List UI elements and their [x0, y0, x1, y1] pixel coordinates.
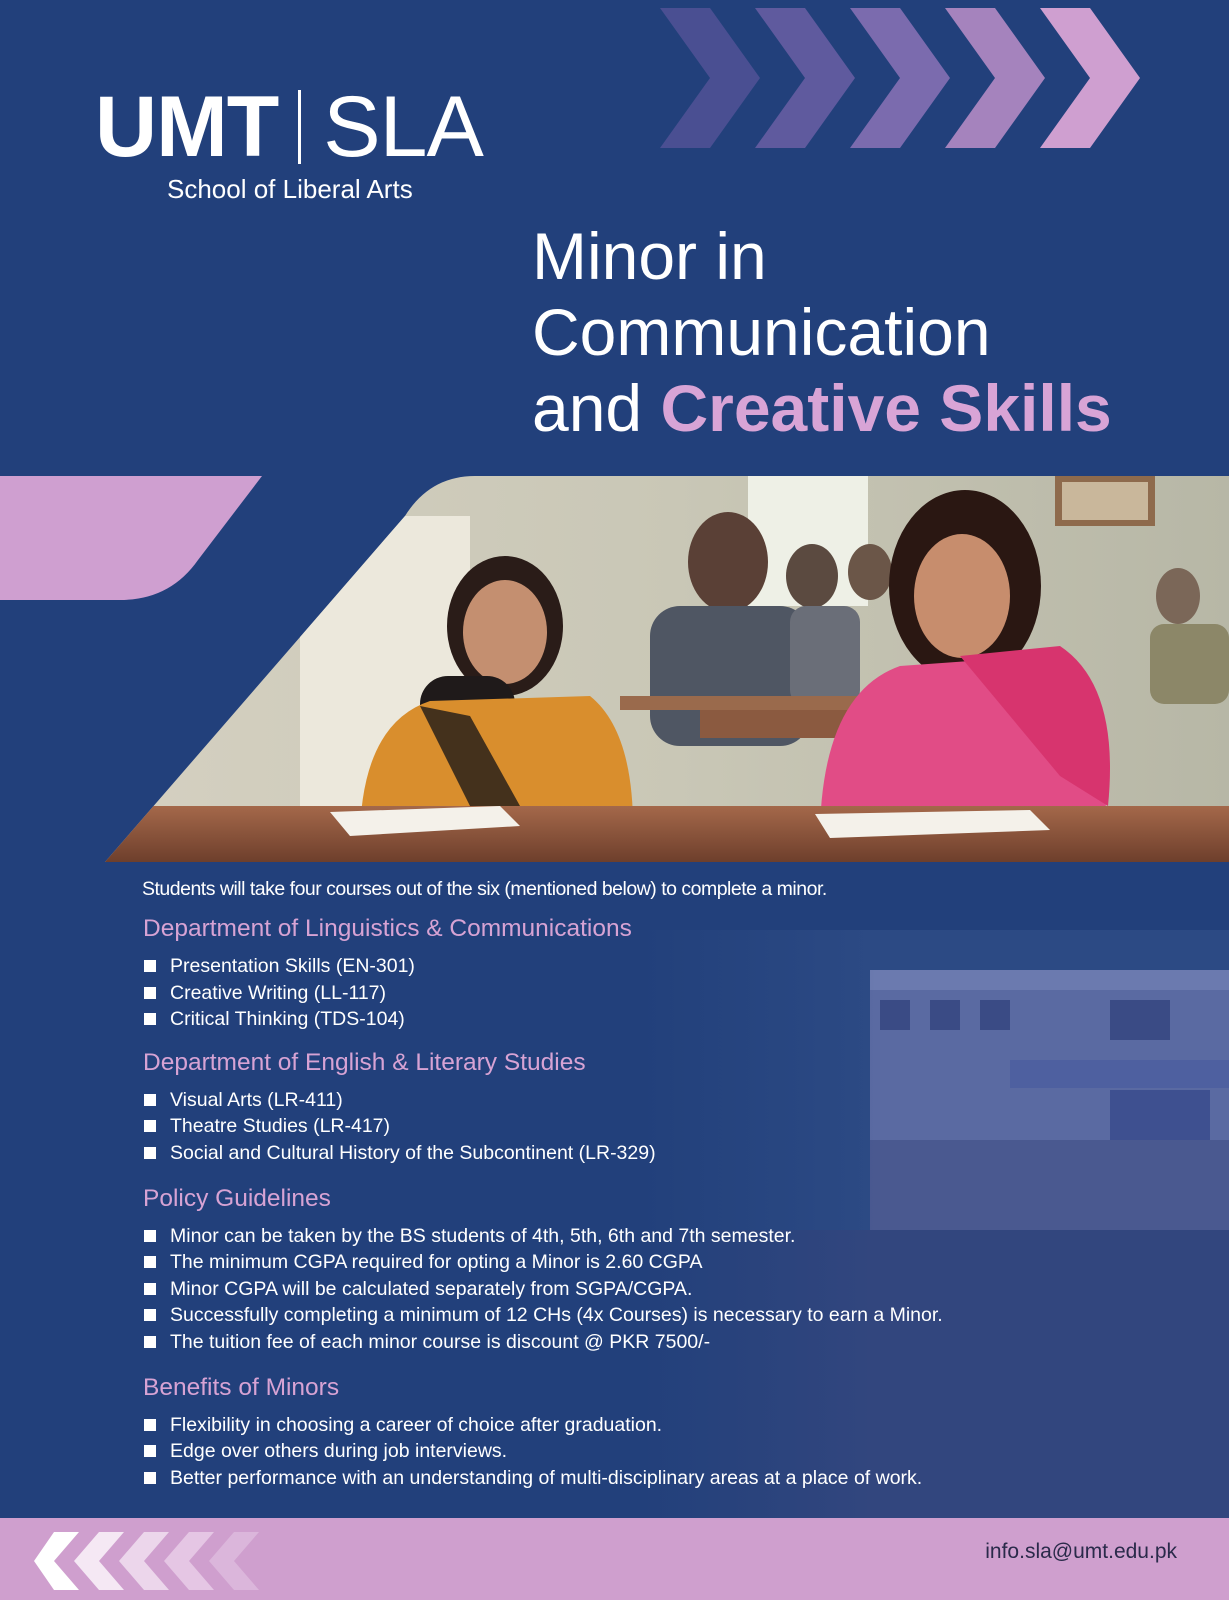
footer-bar [0, 1518, 1229, 1600]
benefits-list [140, 1412, 1200, 1492]
list-item: Presentation Skills (EN-301) [140, 953, 1200, 980]
title-line-1: Minor in [532, 219, 767, 293]
list-item: Minor can be taken by the BS students of 4th, 5th, 6th and 7th semester. [140, 1223, 1200, 1250]
classroom-photo [0, 476, 1229, 862]
content-area [140, 878, 1200, 1503]
list-item: Edge over others during job interviews. [140, 1438, 1200, 1465]
list-item: Critical Thinking (TDS-104) [140, 1006, 1200, 1033]
chevron-5 [1040, 8, 1140, 148]
logo-umt: UMT [95, 79, 279, 175]
chevron-1 [660, 8, 760, 148]
chevron-2 [755, 8, 855, 148]
section-heading: Policy Guidelines [143, 1184, 331, 1212]
section-heading: Department of Linguistics & Communications [143, 915, 632, 942]
section-heading: Benefits of Minors [143, 1373, 340, 1401]
logo-subtitle: School of Liberal Arts [167, 174, 413, 204]
list-item: Flexibility in choosing a career of choice after graduation. [140, 1412, 1200, 1439]
page-title [532, 218, 1192, 446]
list-item: Successfully completing a minimum of 12 CHs (4x Courses) is necessary to earn a Minor. [140, 1302, 1200, 1329]
course-list [140, 1087, 1200, 1167]
course-list [140, 953, 1200, 1033]
title-line-3-plain: and [532, 371, 661, 445]
logo-sla: SLA [323, 79, 483, 175]
list-item: Better performance with an understanding of multi-disciplinary areas at a place of work. [140, 1465, 1200, 1492]
chevron-arrows-decoration [660, 8, 1160, 148]
contact-email-link[interactable]: info.sla@umt.edu.pk [985, 1540, 1177, 1563]
list-item: Visual Arts (LR-411) [140, 1087, 1200, 1114]
intro-text: Students will take four courses out of the six (mentioned below) to complete a minor. [142, 878, 827, 900]
section-linguistics [140, 915, 1200, 1033]
chevron-3 [850, 8, 950, 148]
logo-wordmark [95, 79, 483, 175]
title-line-3-accent: Creative Skills [660, 371, 1112, 445]
section-benefits [140, 1374, 1200, 1492]
section-heading: Department of English & Literary Studies [143, 1048, 586, 1076]
list-item: Social and Cultural History of the Subcontinent (LR-329) [140, 1140, 1200, 1167]
back-chevrons-icon [34, 1532, 264, 1590]
list-item: The minimum CGPA required for opting a Minor is 2.60 CGPA [140, 1249, 1200, 1276]
chevron-4 [945, 8, 1045, 148]
list-item: Creative Writing (LL-117) [140, 980, 1200, 1007]
policy-list [140, 1223, 1200, 1356]
pink-accent-shape [0, 476, 262, 600]
background-student [688, 512, 768, 612]
list-item: Theatre Studies (LR-417) [140, 1113, 1200, 1140]
list-item: The tuition fee of each minor course is discount @ PKR 7500/- [140, 1329, 1200, 1356]
title-line-2: Communication [532, 295, 991, 369]
logo-divider [298, 90, 301, 164]
section-english [140, 1049, 1200, 1167]
umt-sla-logo [95, 79, 515, 212]
list-item: Minor CGPA will be calculated separately from SGPA/CGPA. [140, 1276, 1200, 1303]
title-line-3 [532, 370, 1192, 446]
section-policy [140, 1185, 1200, 1356]
